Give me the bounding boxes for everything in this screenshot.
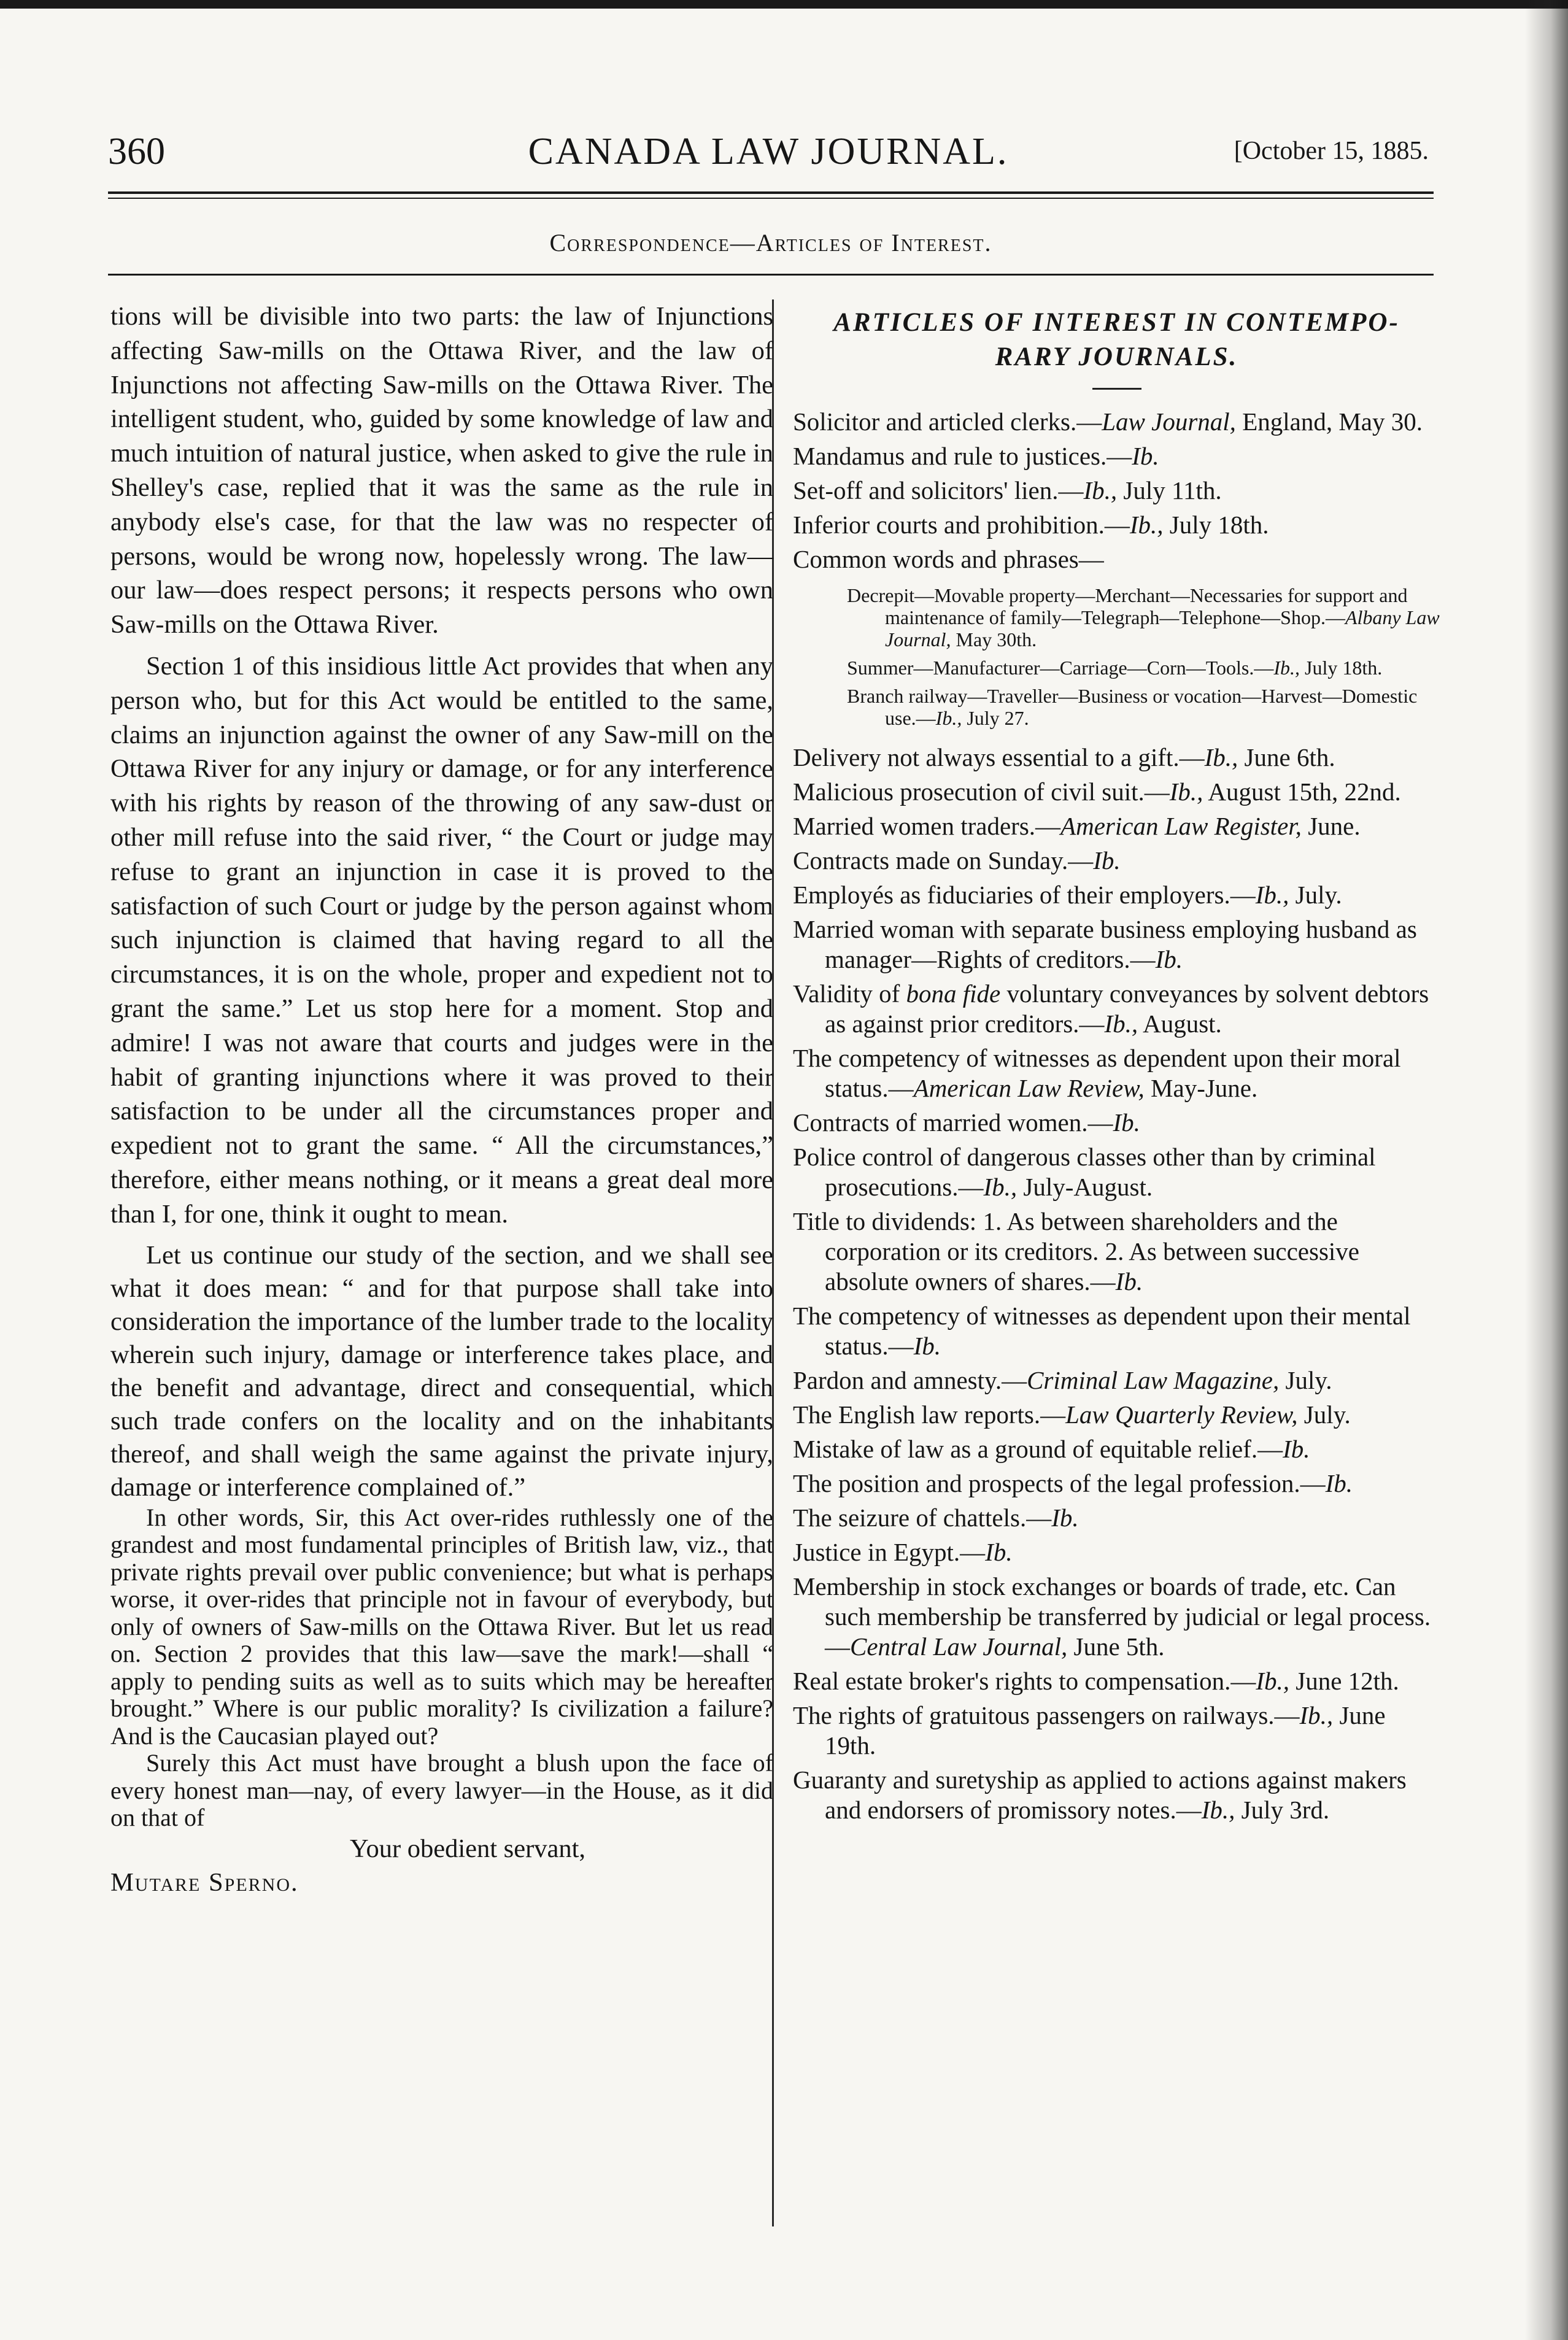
article-item: Solicitor and articled clerks.—Law Journal, England, May 30. bbox=[793, 407, 1423, 436]
letter-column bbox=[110, 299, 773, 1900]
heading-dash bbox=[1092, 388, 1141, 390]
article-item: The competency of witnesses as dependent upon their moral status.—American Law Review, May-June. bbox=[793, 1044, 1401, 1102]
article-item: Real estate broker's rights to compensation.—Ib., June 12th. bbox=[793, 1667, 1399, 1695]
article-item: Mistake of law as a ground of equitable relief.—Ib. bbox=[793, 1435, 1310, 1463]
article-item: Validity of bona fide voluntary conveyances by solvent debtors as against prior creditors.—Ib., August. bbox=[793, 979, 1429, 1038]
article-list bbox=[793, 407, 1440, 574]
letter-paragraph: tions will be divisible into two parts: the law of Injunctions affecting Saw-mills on the Ottawa River, and the law of Injunctions not affecting Saw-mills on the Ottawa River. The intelligent student, who, guided by some knowledge of law and much intuition of natural justice, when asked to give the rule in Shelley's case, replied that it was the same as the rule in anybody else's case, for that the law was no respecter of persons, would be wrong now, hopelessly wrong. The law—our law—does respect persons; it respects persons who own Saw-mills on the Ottawa River. bbox=[110, 302, 773, 639]
letter-signature: Mutare Sperno. bbox=[110, 1868, 299, 1898]
article-item: Malicious prosecution of civil suit.—Ib., August 15th, 22nd. bbox=[793, 778, 1401, 806]
article-item: Justice in Egypt.—Ib. bbox=[793, 1538, 1013, 1566]
article-item: Delivery not always essential to a gift.—Ib., June 6th. bbox=[793, 743, 1335, 771]
phrase-subitem: Decrepit—Movable property—Merchant—Necessaries for support and maintenance of family—Telegraph—Telephone—Shop.—Albany Law Journal, May 30th. bbox=[847, 584, 1440, 651]
article-item: Contracts of married women.—Ib. bbox=[793, 1108, 1140, 1137]
article-item: Inferior courts and prohibition.—Ib., July 18th. bbox=[793, 511, 1269, 539]
article-item: Employés as fiduciaries of their employers.—Ib., July. bbox=[793, 881, 1342, 909]
article-item: Married women traders.—American Law Register, June. bbox=[793, 812, 1361, 840]
section-title: Correspondence—Articles of Interest. bbox=[549, 229, 992, 257]
phrases-sublist bbox=[793, 584, 1440, 729]
header-rule-bottom bbox=[108, 198, 1434, 199]
article-item: The rights of gratuitous passengers on railways.—Ib., June 19th. bbox=[793, 1701, 1386, 1759]
articles-heading bbox=[793, 306, 1440, 374]
page-top-edge bbox=[0, 0, 1568, 9]
phrase-subitem: Branch railway—Traveller—Business or vocation—Harvest—Domestic use.—Ib., July 27. bbox=[847, 685, 1418, 729]
article-list-continued bbox=[793, 743, 1440, 1825]
issue-date: [October 15, 1885. bbox=[1234, 137, 1429, 165]
section-rule bbox=[108, 274, 1434, 276]
article-item: The seizure of chattels.—Ib. bbox=[793, 1504, 1079, 1532]
article-item: The English law reports.—Law Quarterly Review, July. bbox=[793, 1400, 1351, 1429]
letter-paragraph: Section 1 of this insidious little Act provides that when any person who, but for this Act would be entitled to the same, claims an injunction against the owner of any Saw-mill on the Ottawa River for any injury or damage, or for any interference with his rights by reason of the throwing of any saw-dust or other mill refuse into the said river, “ the Court or judge may refuse to grant an injunction in case it is proved to the satisfaction of such Court or judge by the person against whom such injunction is claimed that having regard to all the circumstances, it is on the whole, proper and expedient not to grant the same.” Let us stop here for a moment. Stop and admire! I was not aware that courts and judges were in the habit of granting injunctions where it was proved to their satisfaction to be under all the circumstances proper and expedient not to grant the same. “ All the circumstances,” therefore, either means nothing, or it means a great deal more than I, for one, think it ought to mean. bbox=[110, 651, 773, 1229]
article-item: Police control of dangerous classes other than by criminal prosecutions.—Ib., July-August. bbox=[793, 1143, 1376, 1201]
article-item: Pardon and amnesty.—Criminal Law Magazine, July. bbox=[793, 1366, 1332, 1394]
article-item: Guaranty and suretyship as applied to actions against makers and endorsers of promissory notes.—Ib., July 3rd. bbox=[793, 1766, 1407, 1824]
article-item: Common words and phrases— bbox=[793, 545, 1104, 573]
article-item: Membership in stock exchanges or boards of trade, etc. Can such membership be transferred by judicial or legal process.—Central Law Journal, June 5th. bbox=[793, 1572, 1431, 1661]
page-header bbox=[108, 130, 1429, 185]
journal-title: CANADA LAW JOURNAL. bbox=[528, 131, 1009, 172]
article-item: The position and prospects of the legal profession.—Ib. bbox=[793, 1469, 1353, 1497]
letter-paragraph: Surely this Act must have brought a blush upon the face of every honest man—nay, of every lawyer—in the House, as it did on that of bbox=[110, 1749, 773, 1832]
page-binding-shadow bbox=[1525, 0, 1568, 2340]
articles-heading-line: RARY JOURNALS. bbox=[995, 342, 1238, 371]
header-rule-top bbox=[108, 191, 1434, 194]
articles-column bbox=[793, 306, 1440, 1825]
article-item: Contracts made on Sunday.—Ib. bbox=[793, 846, 1121, 875]
articles-heading-line: ARTICLES OF INTEREST IN CONTEMPO- bbox=[833, 308, 1400, 337]
article-item: Set-off and solicitors' lien.—Ib., July 11th. bbox=[793, 476, 1222, 504]
letter-paragraph: Let us continue our study of the section, and we shall see what it does mean: “ and for that purpose shall take into consideration the importance of the lumber trade to the locality wherein such injury, damage or interference takes place, and the benefit and advantage, direct and consequential, which such trade confers on the locality and on the inhabitants thereof, and shall weigh the same against the private injury, damage or interference complained of.” bbox=[110, 1240, 773, 1502]
letter-paragraph: In other words, Sir, this Act over-rides ruthlessly one of the grandest and most fundamental principles of British law, viz., that private rights prevail over public convenience; but what is perhaps worse, it over-rides that principle not in favour of everybody, but only of owners of Saw-mills on the Ottawa River. But let us read on. Section 2 provides that this law—save the mark!—shall “ apply to pending suits as well as to suits which may be hereafter brought.” Where is our public morality? Is civilization a failure? And is the Caucasian played out? bbox=[110, 1503, 773, 1750]
page-number: 360 bbox=[108, 131, 165, 172]
article-item: Married woman with separate business employing husband as manager—Rights of creditors.—Ib. bbox=[793, 915, 1417, 973]
article-item: The competency of witnesses as dependent upon their mental status.—Ib. bbox=[793, 1302, 1411, 1360]
article-item: Title to dividends: 1. As between shareholders and the corporation or its creditors. 2. As between successive absolute owners of shares.—Ib. bbox=[793, 1207, 1360, 1295]
phrase-subitem: Summer—Manufacturer—Carriage—Corn—Tools.—Ib., July 18th. bbox=[847, 657, 1383, 679]
letter-closing: Your obedient servant, bbox=[350, 1834, 586, 1863]
article-item: Mandamus and rule to justices.—Ib. bbox=[793, 442, 1159, 470]
